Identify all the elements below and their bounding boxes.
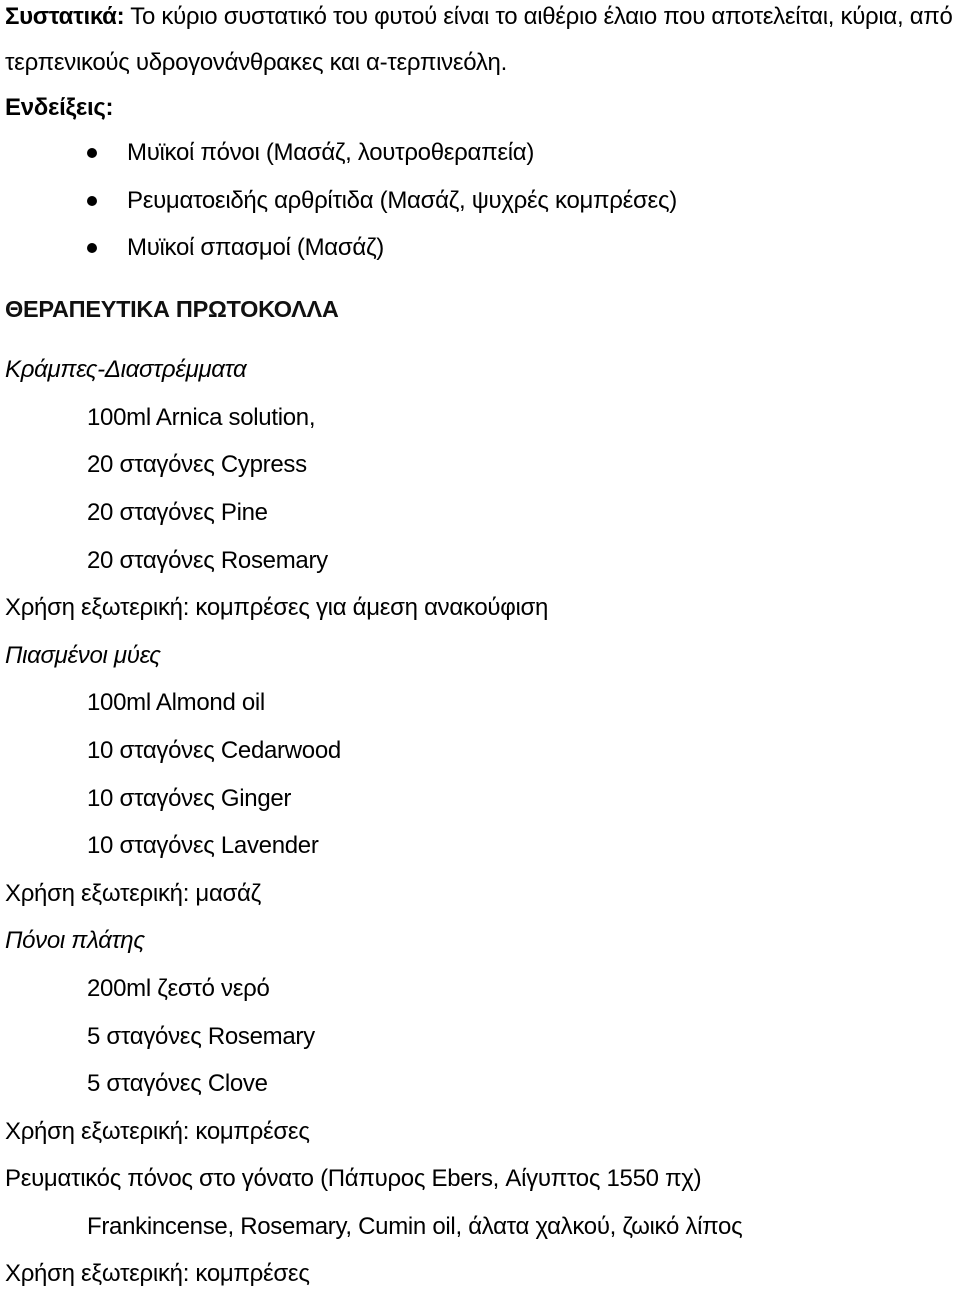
indications-label: Ενδείξεις: [5, 94, 114, 121]
usage-line: Χρήση εξωτερική: κομπρέσες [5, 1260, 310, 1288]
indication-text: Μυϊκοί πόνοι (Μασάζ, λουτροθεραπεία) [127, 139, 535, 166]
ingredient-line: 20 σταγόνες Rosemary [87, 546, 328, 574]
ingredient-line: 10 σταγόνες Ginger [87, 784, 292, 812]
bullet-icon [87, 148, 97, 158]
ingredient-line: 20 σταγόνες Cypress [87, 451, 307, 479]
ingredient-line: 5 σταγόνες Clove [87, 1070, 268, 1098]
ancient-remedy-ingredients: Frankincense, Rosemary, Cumin oil, άλατα χαλκού, ζωικό λίπος [87, 1212, 743, 1240]
indication-item [5, 182, 955, 230]
indication-text: Μυϊκοί σπασμοί (Μασάζ) [127, 234, 384, 262]
ingredient-line: 100ml Almond oil [87, 689, 265, 717]
usage-line: Χρήση εξωτερική: κομπρέσες [5, 1117, 310, 1145]
ingredient-line: 5 σταγόνες Rosemary [87, 1022, 315, 1050]
bullet-icon [87, 243, 97, 253]
protocol-title: Πόνοι πλάτης [5, 927, 145, 955]
bullet-icon [87, 196, 97, 206]
composition-label: Συστατικά: [5, 3, 125, 30]
usage-line: Χρήση εξωτερική: κομπρέσες για άμεση ανακούφιση [5, 594, 549, 622]
usage-line: Χρήση εξωτερική: μασάζ [5, 879, 261, 907]
composition-line-1 [5, 0, 955, 40]
protocol-title: Κράμπες-Διαστρέμματα [5, 356, 247, 384]
ancient-remedy-title: Ρευματικός πόνος στο γόνατο (Πάπυρος Ebers, Αίγυπτος 1550 πχ) [5, 1165, 702, 1193]
ingredient-line: 10 σταγόνες Cedarwood [87, 736, 341, 764]
indication-item [5, 134, 955, 182]
ingredient-line: 200ml ζεστό νερό [87, 974, 270, 1002]
ingredient-line: 100ml Arnica solution, [87, 403, 316, 431]
document-page [5, 0, 955, 1303]
indication-text: Ρευματοειδής αρθρίτιδα (Μασάζ, ψυχρές κομπρέσες) [127, 186, 677, 214]
ingredient-line: 10 σταγόνες Lavender [87, 832, 319, 860]
ingredient-line: 20 σταγόνες Pine [87, 498, 268, 526]
protocol-title: Πιασμένοι μύες [5, 641, 161, 669]
protocols-title: ΘΕΡΑΠΕΥΤΙΚΑ ΠΡΩΤΟΚΟΛΛΑ [5, 296, 339, 323]
composition-line-2: τερπενικούς υδρογονάνθρακες και α-τερπινεόλη. [5, 49, 507, 76]
indication-item [5, 229, 955, 289]
composition-text-1: Το κύριο συστατικό του φυτού είναι το αιθέριο έλαιο που αποτελείται, κύρια, από [124, 3, 953, 30]
